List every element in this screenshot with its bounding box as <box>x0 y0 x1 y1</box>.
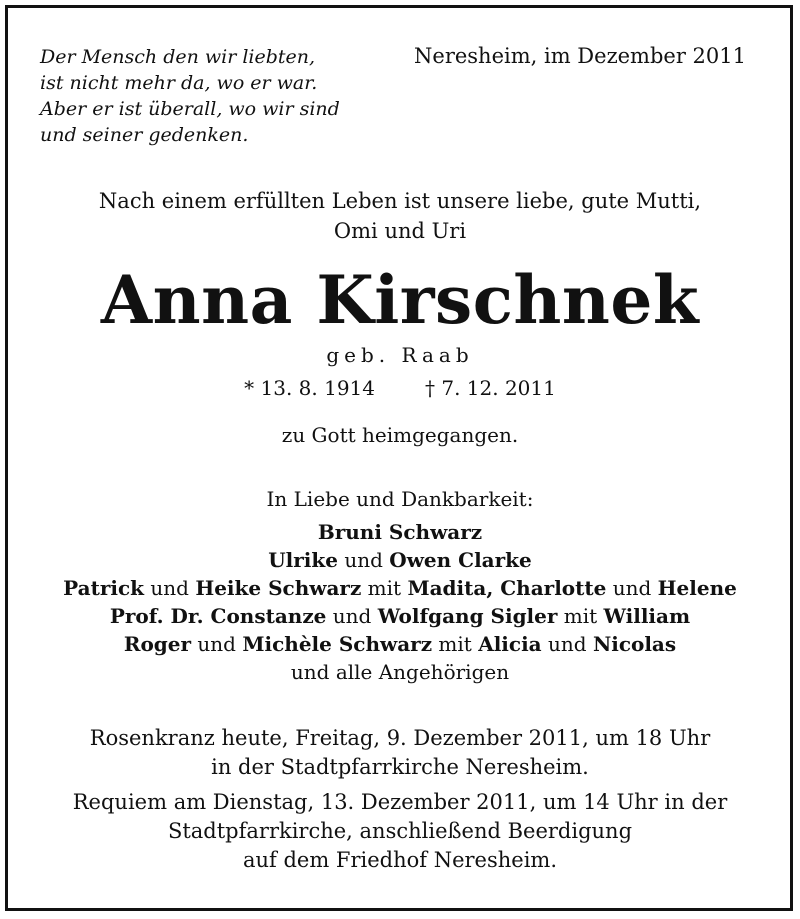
relatives-text: und alle Angehörigen <box>290 660 510 684</box>
mourner-line <box>0 518 800 546</box>
motto-line: ist nicht mehr da, wo er war. <box>40 72 318 94</box>
mourner-name: Prof. Dr. Constanze <box>109 604 327 628</box>
death-date: † 7. 12. 2011 <box>425 376 556 400</box>
connector-word: und <box>612 576 652 600</box>
deceased-name: Anna Kirschnek <box>100 261 700 339</box>
requiem-line: auf dem Friedhof Neresheim. <box>242 848 558 872</box>
mourner-name: Roger <box>123 632 192 656</box>
intro-text <box>0 186 800 246</box>
mourner-name: Michèle Schwarz <box>242 632 433 656</box>
place-date: Neresheim, im Dezember 2011 <box>414 44 746 68</box>
mourner-name: Ulrike <box>268 548 338 572</box>
connector-word: und <box>150 576 189 600</box>
mourner-name: Bruni Schwarz <box>317 520 483 544</box>
birth-date: * 13. 8. 1914 <box>244 376 375 400</box>
mourner-name: Nicolas <box>592 632 677 656</box>
mourner-line <box>0 630 800 658</box>
connector-word: und <box>332 604 372 628</box>
maiden-name: geb. Raab <box>326 343 474 367</box>
mourner-name: William <box>603 604 691 628</box>
intro-line: Omi und Uri <box>333 219 467 243</box>
mourner-name: Patrick <box>63 576 145 600</box>
mourner-line <box>0 574 800 602</box>
connector-word: mit <box>367 576 402 600</box>
motto-quote <box>40 44 380 148</box>
rosary-line: Rosenkranz heute, Freitag, 9. Dezember 2011, um 18 Uhr <box>89 726 711 750</box>
intro-line: Nach einem erfüllten Leben ist unsere liebe, gute Mutti, <box>98 189 702 213</box>
connector-word: und <box>548 632 587 656</box>
requiem-line: Requiem am Dienstag, 13. Dezember 2011, um 14 Uhr in der <box>72 790 728 814</box>
connector-word: und <box>344 548 383 572</box>
rosary-info <box>0 724 800 782</box>
mourners-list <box>0 518 800 686</box>
mourner-line <box>0 602 800 630</box>
life-dates <box>0 374 800 402</box>
requiem-info <box>0 788 800 875</box>
mourner-line <box>0 546 800 574</box>
mourner-name: Helene <box>657 576 737 600</box>
motto-line: Aber er ist überall, wo wir sind <box>40 98 340 120</box>
motto-line: Der Mensch den wir liebten, <box>40 46 316 68</box>
requiem-line: Stadtpfarrkirche, anschließend Beerdigung <box>167 819 633 843</box>
connector-word: mit <box>563 604 598 628</box>
connector-word: mit <box>438 632 472 656</box>
connector-word: und <box>197 632 236 656</box>
mourner-name: Owen Clarke <box>389 548 532 572</box>
rosary-line: in der Stadtpfarrkirche Neresheim. <box>211 755 589 779</box>
mourner-name: Madita, Charlotte <box>407 576 607 600</box>
mourner-name: Wolfgang Sigler <box>377 604 558 628</box>
motto-line: und seiner gedenken. <box>40 124 249 146</box>
mourner-name: Heike Schwarz <box>195 576 362 600</box>
thanks-heading: In Liebe und Dankbarkeit: <box>266 487 534 511</box>
mourner-name: Alicia <box>478 632 542 656</box>
passing-statement: zu Gott heimgegangen. <box>281 423 519 447</box>
mourner-line <box>0 658 800 686</box>
